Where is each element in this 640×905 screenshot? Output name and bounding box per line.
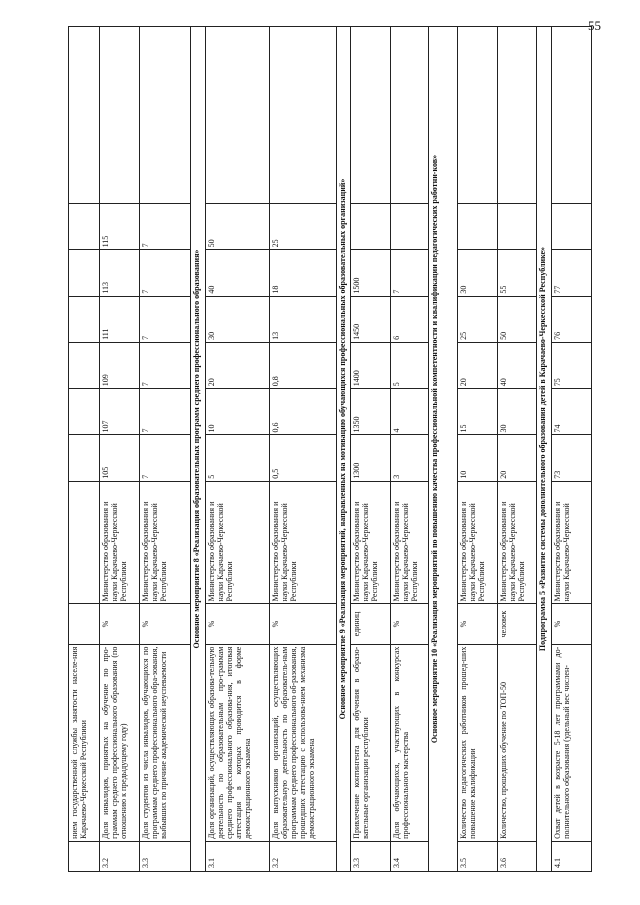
section-row	[428, 27, 457, 872]
value-cell: 113	[100, 250, 140, 296]
value-cell	[457, 204, 497, 250]
value-cell: 30	[497, 389, 537, 435]
unit-cell: %	[390, 604, 428, 644]
value-cell	[551, 204, 591, 250]
empty-cell	[69, 604, 100, 644]
indicators-table	[68, 26, 592, 872]
value-cell: 50	[205, 204, 269, 250]
row-number-cell: 3.2	[269, 841, 336, 871]
empty-cell	[551, 27, 591, 204]
value-cell: 7	[140, 389, 191, 435]
executor-cell: Министерство образования и науки Карачаево-Черкесской Республики	[497, 481, 537, 604]
empty-cell	[350, 27, 390, 204]
executor-cell: Министерство образования и науки Карачаево-Черкесской Республики	[350, 481, 390, 604]
value-cell: 30	[205, 296, 269, 342]
value-cell: 0,8	[269, 342, 336, 388]
indicator-cell: Доля обучающихся, участвующих в конкурсах профессионального мастерства	[390, 644, 428, 841]
executor-cell: Министерство образования и науки Карачаево-Черкесской Республики	[205, 481, 269, 604]
table-row	[100, 27, 140, 872]
table-row	[457, 27, 497, 872]
value-cell: 1350	[350, 389, 390, 435]
value-cell: 76	[551, 296, 591, 342]
value-cell: 3	[390, 435, 428, 481]
value-cell: 18	[269, 250, 336, 296]
row-number-cell	[69, 841, 100, 871]
section-row	[191, 27, 205, 872]
table-row	[390, 27, 428, 872]
row-number-cell: 3.5	[457, 841, 497, 871]
value-cell: 105	[100, 435, 140, 481]
value-cell: 115	[100, 204, 140, 250]
empty-cell	[69, 204, 100, 250]
table-row	[69, 27, 100, 872]
table-row	[269, 27, 336, 872]
value-cell: 73	[551, 435, 591, 481]
empty-cell	[497, 27, 537, 204]
value-cell: 1300	[350, 435, 390, 481]
empty-cell	[140, 27, 191, 204]
executor-cell: Министерство образования и науки Карачаево-Черкесской Республики	[457, 481, 497, 604]
value-cell: 7	[140, 204, 191, 250]
empty-cell	[69, 250, 100, 296]
indicator-cell: Доля организаций, осуществляющих образова-тельную деятельность по образовательным про-граммам среднего профессионального образова-ния, итоговая аттестация в которых проводится в форме демонстрационного экзамена	[205, 644, 269, 841]
value-cell: 109	[100, 342, 140, 388]
table-row	[350, 27, 390, 872]
value-cell: 7	[140, 342, 191, 388]
value-cell	[390, 204, 428, 250]
row-number-cell: 3.4	[390, 841, 428, 871]
empty-cell	[457, 27, 497, 204]
executor-cell: Министерство образования и науки Карачаево-Черкесской	[551, 481, 591, 604]
table-row	[551, 27, 591, 872]
rotated-table-container	[68, 26, 592, 872]
unit-cell: %	[140, 604, 191, 644]
value-cell: 1450	[350, 296, 390, 342]
value-cell: 111	[100, 296, 140, 342]
value-cell: 55	[497, 250, 537, 296]
indicator-cell: Доля выпускников организаций, осуществляющих образовательную деятельность по образователь-ным программам среднего профессионального об-разования, прошедших аттестацию с использова-нием механизма демонстрационного экзамена	[269, 644, 336, 841]
value-cell: 50	[497, 296, 537, 342]
unit-cell: %	[269, 604, 336, 644]
value-cell: 25	[269, 204, 336, 250]
row-number-cell: 3.6	[497, 841, 537, 871]
value-cell: 30	[457, 250, 497, 296]
value-cell: 1400	[350, 342, 390, 388]
empty-cell	[69, 27, 100, 204]
value-cell: 75	[551, 342, 591, 388]
unit-cell: %	[457, 604, 497, 644]
indicator-cell: Количество педагогических работников прошед-ших повышение квалификации	[457, 644, 497, 841]
unit-cell: единиц	[350, 604, 390, 644]
section-title: Основное мероприятие 8 «Реализация образовательных программ среднего профессионального образования»	[191, 27, 205, 872]
indicator-cell: Привлечение контингента для обучения в образо-вательные организации республики	[350, 644, 390, 841]
table-row	[205, 27, 269, 872]
row-number-cell: 3.3	[140, 841, 191, 871]
value-cell: 15	[457, 389, 497, 435]
value-cell: 6	[390, 296, 428, 342]
empty-cell	[69, 481, 100, 604]
value-cell: 0,6	[269, 389, 336, 435]
row-number-cell: 3.2	[100, 841, 140, 871]
value-cell: 0,5	[269, 435, 336, 481]
unit-cell: %	[205, 604, 269, 644]
value-cell: 77	[551, 250, 591, 296]
indicator-cell: Доля инвалидов, принятых на обучение по про-граммам среднего профессионального образования (по отношению к предыдущему году)	[100, 644, 140, 841]
empty-cell	[205, 27, 269, 204]
value-cell	[497, 204, 537, 250]
section-row	[336, 27, 350, 872]
table-body	[69, 27, 592, 872]
value-cell: 4	[390, 389, 428, 435]
value-cell: 1500	[350, 250, 390, 296]
value-cell: 13	[269, 296, 336, 342]
value-cell: 40	[205, 250, 269, 296]
executor-cell: Министерство образования и науки Карачаево-Черкесской Республики	[140, 481, 191, 604]
executor-cell: Министерство образования и науки Карачаево-Черкесской Республики	[269, 481, 336, 604]
value-cell: 5	[390, 342, 428, 388]
executor-cell: Министерство образования и науки Карачаево-Черкесской Республики	[390, 481, 428, 604]
indicator-cell: нием государственной службы занятости населе-ния Карачаево-Черкесской Республики	[69, 644, 100, 841]
table-row	[140, 27, 191, 872]
row-number-cell: 4.1	[551, 841, 591, 871]
section-title: Основное мероприятие 10 «Реализация мероприятий по повышению качества профессиональной компетентности и квалификации педагогических работни-ков»	[428, 27, 457, 872]
value-cell: 10	[457, 435, 497, 481]
value-cell: 7	[140, 435, 191, 481]
empty-cell	[69, 342, 100, 388]
value-cell: 7	[140, 250, 191, 296]
value-cell: 7	[390, 250, 428, 296]
page-number: 55	[588, 18, 601, 33]
section-title: Подпрограмма 5 «Развитие системы дополнительного образования детей в Карачаево-Черкесской Республике»	[537, 27, 551, 872]
value-cell: 107	[100, 389, 140, 435]
value-cell: 20	[205, 342, 269, 388]
value-cell: 40	[497, 342, 537, 388]
value-cell	[350, 204, 390, 250]
value-cell: 25	[457, 296, 497, 342]
indicator-cell: Охват детей в возрасте 5-18 лет программами до-полнительного образования (удельный вес числен-	[551, 644, 591, 841]
unit-cell: человек	[497, 604, 537, 644]
value-cell: 5	[205, 435, 269, 481]
empty-cell	[390, 27, 428, 204]
indicator-cell: Доля студентов из числа инвалидов, обучающихся по программам среднего профессионального обра-зования, выбывших по причине академической неуспеваемости	[140, 644, 191, 841]
value-cell: 10	[205, 389, 269, 435]
section-title: Основное мероприятие 9 «Реализация мероприятий, направленных на мотивацию обучающихся профессиональных образовательных организаций»	[336, 27, 350, 872]
empty-cell	[69, 389, 100, 435]
value-cell: 20	[497, 435, 537, 481]
empty-cell	[69, 296, 100, 342]
row-number-cell: 3.3	[350, 841, 390, 871]
section-row	[537, 27, 551, 872]
value-cell: 7	[140, 296, 191, 342]
empty-cell	[69, 435, 100, 481]
empty-cell	[100, 27, 140, 204]
value-cell: 20	[457, 342, 497, 388]
value-cell: 74	[551, 389, 591, 435]
table-row	[497, 27, 537, 872]
row-number-cell: 3.1	[205, 841, 269, 871]
indicator-cell: Количество, прошедших обучение по ТОП-50	[497, 644, 537, 841]
empty-cell	[269, 27, 336, 204]
unit-cell: %	[100, 604, 140, 644]
unit-cell: %	[551, 604, 591, 644]
executor-cell: Министерство образования и науки Карачаево-Черкесской Республики	[100, 481, 140, 604]
